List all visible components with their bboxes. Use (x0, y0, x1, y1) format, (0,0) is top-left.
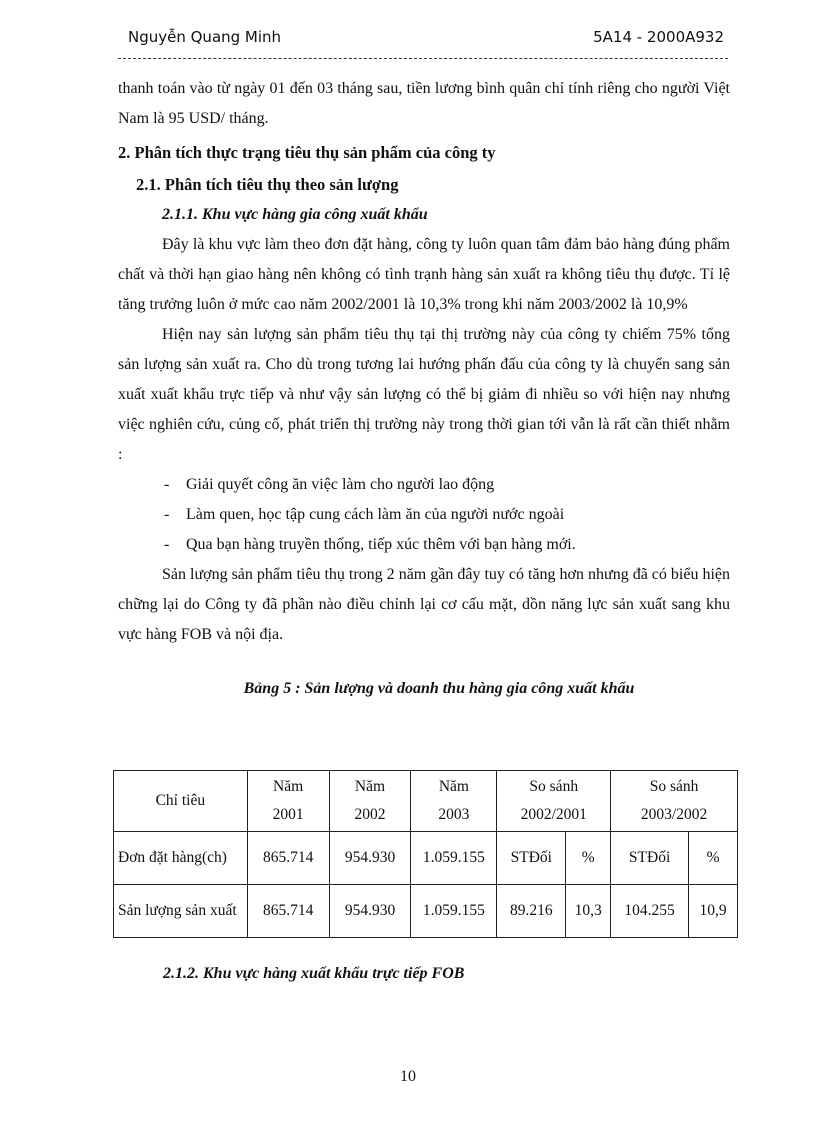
cell-abs-1: STĐối (497, 832, 566, 885)
cell-pct-2: 10,9 (689, 885, 738, 938)
list-item: - Làm quen, học tập cung cách làm ăn của người nước ngoài (164, 500, 730, 530)
cell-2002: 954.930 (329, 832, 411, 885)
header-2002: Năm 2002 (329, 771, 411, 832)
paragraph-4: Sản lượng sản phẩm tiêu thụ trong 2 năm gần đây tuy có tăng hơn nhưng đã có biểu hiện chững lại do Công ty đã phần nào điều chỉnh lại cơ cấu mặt, dồn năng lực sản xuất sang khu vực hàng FOB và nội địa. (118, 566, 730, 643)
section-heading-2-1-1: 2.1.1. Khu vực hàng gia công xuất khẩu (162, 206, 428, 223)
author-name: Nguyễn Quang Minh (128, 28, 282, 46)
cell-2003: 1.059.155 (411, 885, 497, 938)
section-heading-2-1: 2.1. Phân tích tiêu thụ theo sản lượng (136, 175, 399, 194)
table-caption: Bảng 5 : Sản lượng và doanh thu hàng gia công xuất khẩu (243, 680, 635, 697)
header-chitieu: Chỉ tiêu (114, 771, 248, 832)
cell-abs-2: STĐối (611, 832, 689, 885)
section-heading-2: 2. Phân tích thực trạng tiêu thụ sản phẩm của công ty (118, 143, 496, 162)
paragraph-3: Hiện nay sản lượng sản phẩm tiêu thụ tại thị trường này của công ty chiếm 75% tổng sản lượng sản xuất ra. Cho dù trong tương lai hướng phấn đấu của công ty là chuyển sang sản xuất xuất khẩu trực tiếp và như vậy sản lượng có thể bị giảm đi nhiều so với hiện nay nhưng việc nghiên cứu, củng cố, phát triển thị trường này trong thời gian tới vẫn là rất cần thiết nhằm : (118, 326, 730, 463)
paragraph-1: thanh toán vào từ ngày 01 đến 03 tháng sau, tiền lương bình quân chỉ tính riêng cho người Việt Nam là 95 USD/ tháng. (118, 80, 730, 127)
cell-abs-2: 104.255 (611, 885, 689, 938)
header-divider (118, 58, 728, 59)
section-heading-2-1-2: 2.1.2. Khu vực hàng xuất khẩu trực tiếp FOB (163, 965, 465, 982)
student-code: 5A14 - 2000A932 (593, 28, 724, 46)
table-header-row (114, 771, 738, 832)
cell-abs-1: 89.216 (497, 885, 566, 938)
row-label: Sản lượng sản xuất (114, 885, 248, 938)
row-label: Đơn đặt hàng(ch) (114, 832, 248, 885)
list-item: - Qua bạn hàng truyền thống, tiếp xúc thêm với bạn hàng mới. (164, 530, 730, 560)
cell-2001: 865.714 (247, 885, 329, 938)
bullet-list (118, 470, 730, 560)
list-item: - Giải quyết công ăn việc làm cho người lao động (164, 470, 730, 500)
body-text (118, 74, 730, 704)
cell-2002: 954.930 (329, 885, 411, 938)
header-2003: Năm 2003 (411, 771, 497, 832)
header-compare-2003-2002: So sánh 2003/2002 (611, 771, 738, 832)
cell-pct-1: 10,3 (566, 885, 611, 938)
cell-pct-2: % (689, 832, 738, 885)
header-compare-2002-2001: So sánh 2002/2001 (497, 771, 611, 832)
production-table (113, 770, 738, 938)
page-header (128, 28, 724, 50)
cell-2001: 865.714 (247, 832, 329, 885)
table-row (114, 832, 738, 885)
table-row (114, 885, 738, 938)
cell-2003: 1.059.155 (411, 832, 497, 885)
cell-pct-1: % (566, 832, 611, 885)
paragraph-2: Đây là khu vực làm theo đơn đặt hàng, công ty luôn quan tâm đảm bảo hàng đúng phẩm chất và thời hạn giao hàng nên không có tình trạnh hàng sản xuất ra không tiêu thụ được. Tỉ lệ tăng trưởng luôn ở mức cao năm 2002/2001 là 10,3% trong khi năm 2003/2002 là 10,9% (118, 236, 730, 313)
header-2001: Năm 2001 (247, 771, 329, 832)
page-number: 10 (400, 1068, 416, 1085)
